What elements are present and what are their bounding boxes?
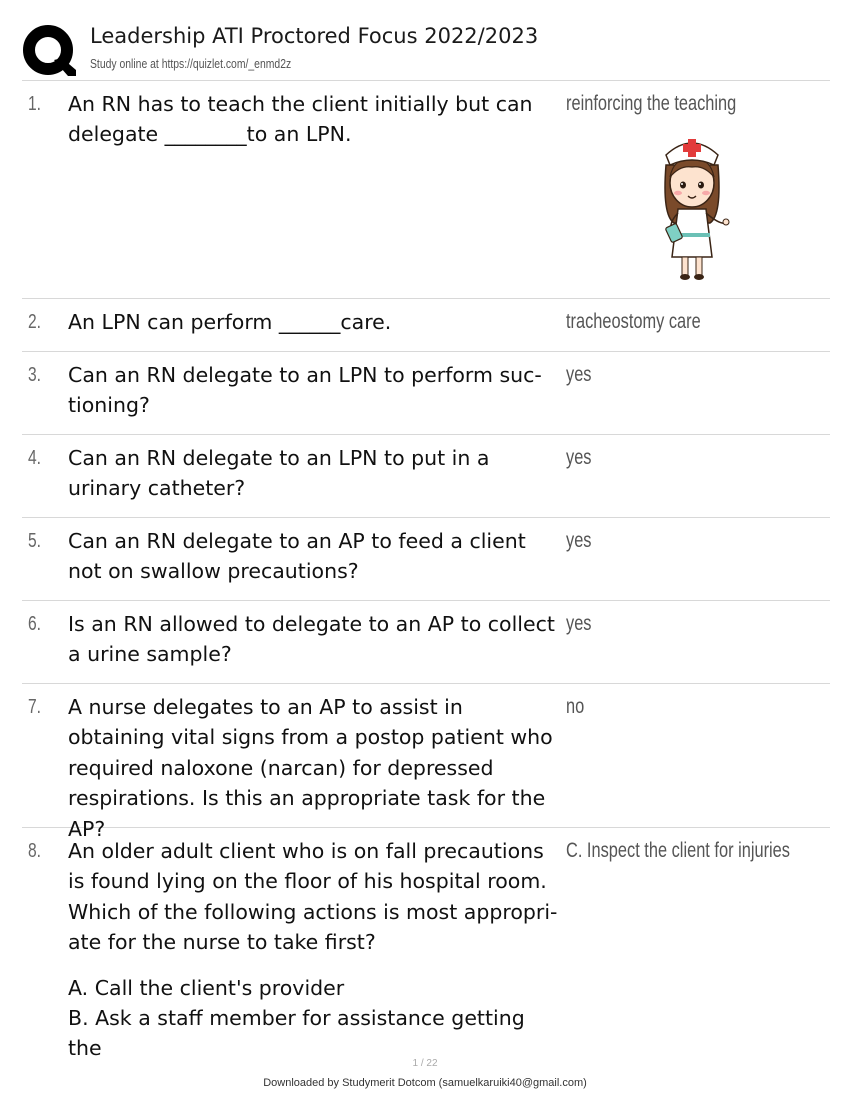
flashcard-list <box>22 81 830 1061</box>
flashcard <box>22 299 830 352</box>
flashcard <box>22 435 830 518</box>
card-answer: yes <box>566 612 592 635</box>
card-number: 6. <box>28 613 42 635</box>
card-answer: tracheostomy care <box>566 310 701 333</box>
card-question: Can an RN delegate to an LPN to perform suc-tioning? <box>68 363 542 418</box>
card-question: Can an RN delegate to an AP to feed a client not on swallow precautions? <box>68 529 526 584</box>
card-answer: reinforcing the teaching <box>566 92 737 115</box>
card-number: 5. <box>28 530 42 552</box>
page-number: 1 / 22 <box>412 1058 438 1069</box>
card-number: 7. <box>28 696 42 718</box>
card-answer: yes <box>566 529 592 552</box>
card-question: Can an RN delegate to an LPN to put in a urinary catheter? <box>68 446 490 501</box>
flashcard <box>22 828 830 1061</box>
nurse-cartoon-image <box>652 125 732 285</box>
card-number: 1. <box>28 93 42 115</box>
card-number: 2. <box>28 311 42 333</box>
card-question: An RN has to teach the client initially but can delegate ________to an LPN. <box>68 92 533 147</box>
page-subtitle: Study online at https://quizlet.com/_enmd2z <box>90 56 292 71</box>
flashcard <box>22 518 830 601</box>
answer-option: A. Call the client's provider <box>68 975 345 1000</box>
page-header <box>22 22 830 81</box>
card-number: 8. <box>28 840 42 862</box>
quizlet-logo-icon <box>22 24 76 78</box>
card-answer: yes <box>566 363 592 386</box>
flashcard <box>22 601 830 684</box>
card-question: An LPN can perform ______care. <box>68 310 392 334</box>
card-question: A nurse delegates to an AP to assist in obtaining vital signs from a postop patient who required naloxone (narcan) for depressed respirations. Is this an appropriate task for the AP? <box>68 695 553 841</box>
flashcard <box>22 81 830 299</box>
card-number: 3. <box>28 364 42 386</box>
card-question: Is an RN allowed to delegate to an AP to collect a urine sample? <box>68 612 555 667</box>
answer-option: B. Ask a staff member for assistance getting the <box>68 1006 525 1061</box>
download-footer: Downloaded by Studymerit Dotcom (samuelkaruiki40@gmail.com) <box>263 1077 587 1089</box>
card-question <box>68 836 564 1064</box>
question-text: An older adult client who is on fall precautions is found lying on the floor of his hospital room. Which of the following actions is most appropri-ate for the nurse to take first? <box>68 839 558 955</box>
flashcard <box>22 684 830 841</box>
card-answer: yes <box>566 446 592 469</box>
card-number: 4. <box>28 447 42 469</box>
card-answer: no <box>566 695 585 718</box>
flashcard <box>22 352 830 435</box>
card-answer: C. Inspect the client for injuries <box>566 839 790 862</box>
page-title: Leadership ATI Proctored Focus 2022/2023 <box>90 24 539 48</box>
